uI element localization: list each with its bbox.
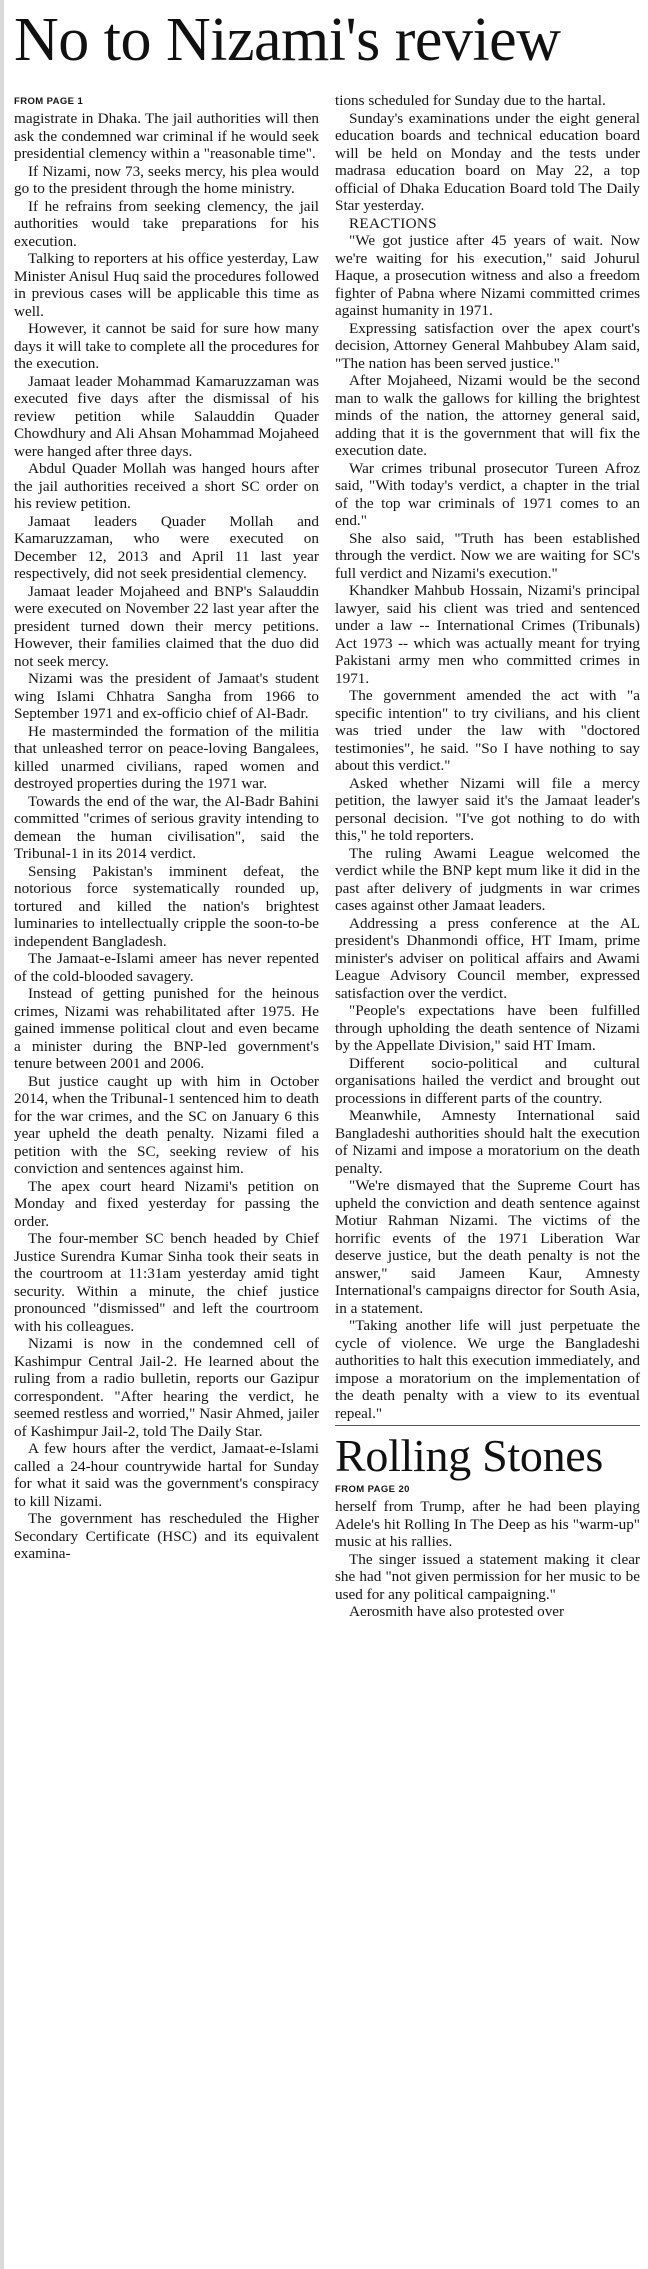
article-paragraph: Sunday's examinations under the eight general education boards and technical education board will be held on Monday and the tests under madrasa education board on May 22, a top official of Dhaka Education Board told The Daily Star yesterday. <box>335 109 640 214</box>
article-paragraph: He masterminded the formation of the militia that unleashed terror on peace-loving Bangalees, killed unarmed civilians, raped women and destroyed properties during the 1971 war. <box>14 722 319 792</box>
article-paragraph: A few hours after the verdict, Jamaat-e-Islami called a 24-hour countrywide hartal for Sunday for what it said was the government's conspiracy to kill Nizami. <box>14 1440 319 1510</box>
page-edge-shadow <box>0 0 4 2269</box>
left-column <box>14 96 319 1563</box>
article-paragraph: The four-member SC bench headed by Chief Justice Surendra Kumar Sinha took their seats in the courtroom at 11:31am yesterday amid tight security. Within a minute, the chief justice pronounced "dismissed" and left the courtroom with his colleagues. <box>14 1230 319 1335</box>
article-paragraph: Different socio-political and cultural organisations hailed the verdict and brought out processions in different parts of the country. <box>335 1054 640 1107</box>
article-paragraph: Expressing satisfaction over the apex court's decision, Attorney General Mahbubey Alam said, "The nation has been served justice." <box>335 319 640 372</box>
article-paragraph: Meanwhile, Amnesty International said Bangladeshi authorities should halt the execution of Nizami and impose a moratorium on the death penalty. <box>335 1107 640 1177</box>
story-divider <box>335 1425 640 1426</box>
article-paragraph: Jamaat leader Mohammad Kamaruzzaman was executed five days after the dismissal of his review petition while Salauddin Quader Chowdhury and Ali Ahsan Mohammad Mojaheed were hanged after three days. <box>14 372 319 460</box>
article-paragraph: Abdul Quader Mollah was hanged hours after the jail authorities received a short SC order on his review petition. <box>14 460 319 512</box>
article-paragraph: After Mojaheed, Nizami would be the second man to walk the gallows for killing the brightest minds of the nation, the attorney general said, adding that it is the government that will fix the execution date. <box>335 372 640 459</box>
article-paragraph: "People's expectations have been fulfilled through upholding the death sentence of Nizami by the Appellate Division," said HT Imam. <box>335 1002 640 1054</box>
article-paragraph: Addressing a press conference at the AL president's Dhanmondi office, HT Imam, prime minister's adviser on political affairs and Awami League Advisory Council member, expressed satisfaction over the verdict. <box>335 914 640 1002</box>
second-story-paragraph: herself from Trump, after he had been playing Adele's hit Rolling In The Deep as his "warm-up" music at his rallies. <box>335 1498 640 1550</box>
article-paragraph: Jamaat leader Mojaheed and BNP's Salauddin were executed on November 22 last year after the president turned down their mercy petitions. However, their families claimed that the duo did not seek mercy. <box>14 582 319 670</box>
article-paragraph: The Jamaat-e-Islami ameer has never repented of the cold-blooded savagery. <box>14 950 319 985</box>
headline: No to Nizami's review <box>14 6 561 74</box>
article-paragraph: However, it cannot be said for sure how many days it will take to complete all the procedures for the execution. <box>14 320 319 372</box>
article-paragraph: The government has rescheduled the Higher Secondary Certificate (HSC) and its equivalent examina- <box>14 1510 319 1562</box>
article-paragraph: "Taking another life will just perpetuate the cycle of violence. We urge the Bangladeshi authorities to halt this execution immediately, and impose a moratorium on the implementation of the death penalty with a view to its eventual repeal." <box>335 1317 640 1422</box>
article-paragraph: The ruling Awami League welcomed the verdict while the BNP kept mum like it did in the past after delivery of judgments in war crimes cases against other Jamaat leaders. <box>335 844 640 914</box>
second-story-paragraph: Aerosmith have also protested over <box>349 1603 565 1620</box>
article-paragraph: Jamaat leaders Quader Mollah and Kamaruzzaman, who were executed on December 12, 2013 and April 11 last year respectively, did not seek presidential clemency. <box>14 512 319 582</box>
article-paragraph: Khandker Mahbub Hossain, Nizami's principal lawyer, said his client was tried and sentenced under a law -- International Crimes (Tribunals) Act 1973 -- which was actually meant for trying Pakistani army men who committed crimes in 1971. <box>335 582 640 687</box>
article-paragraph: If he refrains from seeking clemency, the jail authorities would take preparations for his execution. <box>14 197 319 250</box>
article-paragraph: Sensing Pakistan's imminent defeat, the notorious force systematically rounded up, tortured and killed the nation's brightest luminaries to intellectually cripple the soon-to-be independent Bangladesh. <box>14 862 319 950</box>
article-paragraph: tions scheduled for Sunday due to the hartal. <box>335 92 606 109</box>
article-paragraph: War crimes tribunal prosecutor Tureen Afroz said, "With today's verdict, a chapter in the trial of the top war criminals of 1971 comes to an end." <box>335 459 640 529</box>
second-story-headline: Rolling Stones <box>335 1430 604 1481</box>
article-paragraph: "We're dismayed that the Supreme Court has upheld the conviction and death sentence against Motiur Rahman Nizami. The victims of the horrific events of the 1971 Liberation War deserve justice, but the death penalty is not the answer," said Jameen Kaur, Amnesty International's campaigns director for South Asia, in a statement. <box>335 1177 640 1317</box>
article-paragraph: Towards the end of the war, the Al-Badr Bahini committed "crimes of serious gravity intending to demean the human civilisation", said the Tribunal-1 in its 2014 verdict. <box>14 792 319 862</box>
article-paragraph: The government amended the act with "a specific intention" to try civilians, and his client was tried under the law with "doctored testimonies", he said. "So I have nothing to say about this verdict." <box>335 687 640 774</box>
continuation-kicker: FROM PAGE 1 <box>14 96 84 107</box>
article-paragraph: magistrate in Dhaka. The jail authorities will then ask the condemned war criminal if he would seek presidential clemency within a "reasonable time". <box>14 110 319 162</box>
article-paragraph: Talking to reporters at his office yesterday, Law Minister Anisul Huq said the procedures followed in previous cases will be applicable this time as well. <box>14 250 319 320</box>
second-story-paragraph: The singer issued a statement making it clear she had "not given permission for her music to be used for any political campaigning." <box>335 1550 640 1603</box>
article-paragraph: The apex court heard Nizami's petition on Monday and fixed yesterday for passing the order. <box>14 1177 319 1230</box>
article-paragraph: Nizami is now in the condemned cell of Kashimpur Central Jail-2. He learned about the ruling from a radio bulletin, reports our Gazipur correspondent. "After hearing the verdict, he seemed restless and worried," Nasir Ahmed, jailer of Kashimpur Jail-2, told The Daily Star. <box>14 1335 319 1440</box>
second-story-kicker: FROM PAGE 20 <box>335 1484 410 1495</box>
article-paragraph: If Nizami, now 73, seeks mercy, his plea would go to the president through the home ministry. <box>14 162 319 197</box>
article-paragraph: But justice caught up with him in October 2014, when the Tribunal-1 sentenced him to death for the war crimes, and the SC on January 6 this year upheld the death penalty. Nizami filed a petition with the SC, seeking review of his conviction and sentences against him. <box>14 1072 319 1177</box>
article-paragraph: "We got justice after 45 years of wait. Now we're waiting for his execution," said Johurul Haque, a prosecution witness and also a freedom fighter of Pabna where Nizami committed crimes against humanity in 1971. <box>335 232 640 319</box>
article-paragraph: She also said, "Truth has been established through the verdict. Now we are waiting for SC's full verdict and Nizami's execution." <box>335 529 640 582</box>
right-column <box>335 92 640 1621</box>
article-paragraph: Asked whether Nizami will file a mercy petition, the lawyer said it's the Jamaat leader's personal decision. "I've got nothing to do with this," he told reporters. <box>335 774 640 844</box>
section-subhead-reactions: REACTIONS <box>349 214 437 232</box>
article-paragraph: Nizami was the president of Jamaat's student wing Islami Chhatra Sangha from 1966 to September 1971 and ex-officio chief of Al-Badr. <box>14 670 319 722</box>
article-paragraph: Instead of getting punished for the heinous crimes, Nizami was rehabilitated after 1975. He gained immense political clout and even became a minister during the BNP-led government's tenure between 2001 and 2006. <box>14 985 319 1072</box>
